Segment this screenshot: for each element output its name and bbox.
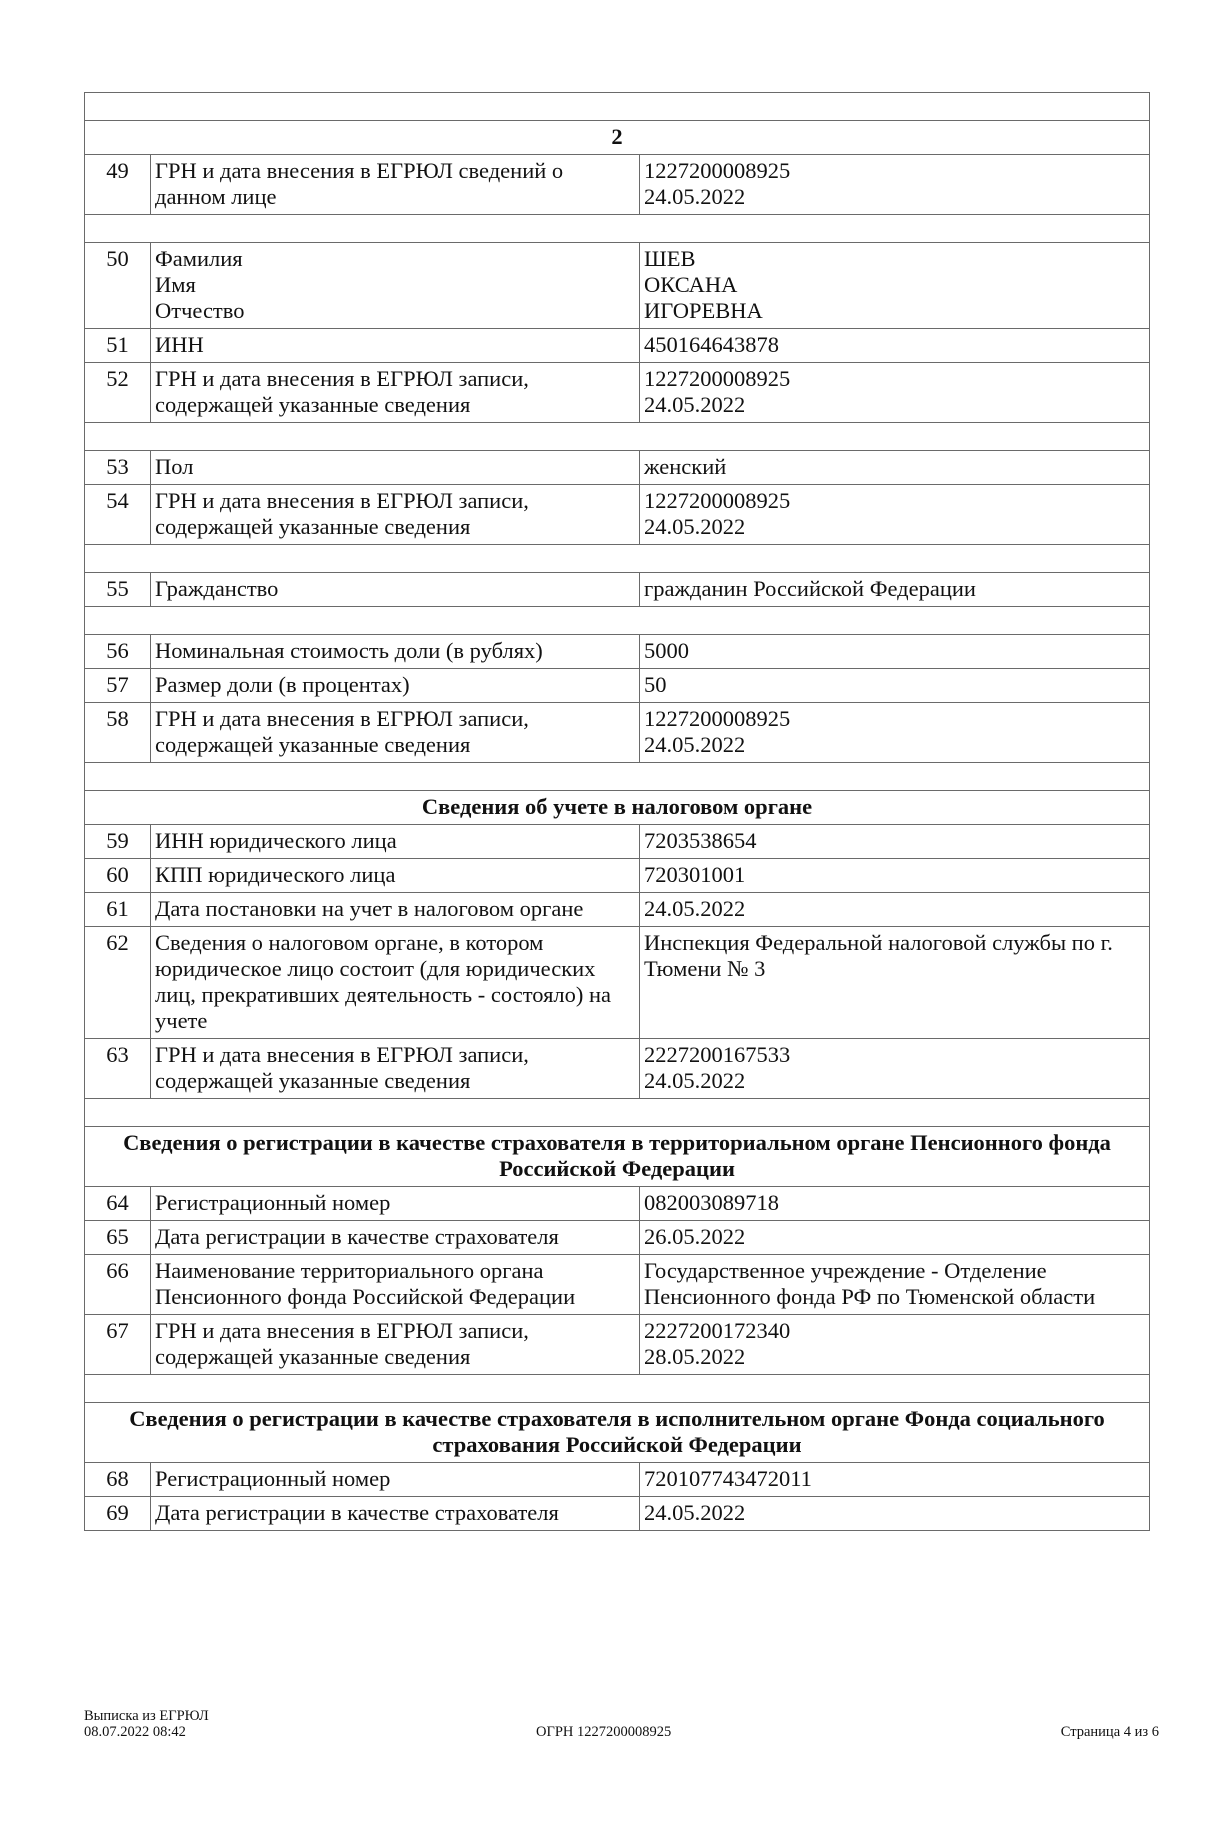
row-number: 54: [85, 485, 151, 545]
surname-label: Фамилия: [155, 246, 243, 271]
row-value: [640, 243, 1150, 329]
table-row: [85, 1187, 1150, 1221]
name-label: Имя: [155, 272, 196, 297]
row-value: 720107743472011: [640, 1463, 1150, 1497]
row-number: 65: [85, 1221, 151, 1255]
row-value: 5000: [640, 635, 1150, 669]
table-row: [85, 927, 1150, 1039]
row-number: 64: [85, 1187, 151, 1221]
surname-value: ШЕВ: [644, 246, 696, 271]
table-row: [85, 1221, 1150, 1255]
row-label: ГРН и дата внесения в ЕГРЮЛ записи, содержащей указанные сведения: [151, 1039, 640, 1099]
row-number: 49: [85, 155, 151, 215]
table-row: [85, 703, 1150, 763]
row-label: Регистрационный номер: [151, 1463, 640, 1497]
row-label: Сведения о налоговом органе, в котором юридическое лицо состоит (для юридических лиц, прекративших деятельность - состояло) на учете: [151, 927, 640, 1039]
date-value: 28.05.2022: [644, 1344, 746, 1369]
row-label: Пол: [151, 451, 640, 485]
grn-value: 1227200008925: [644, 488, 791, 513]
row-number: 66: [85, 1255, 151, 1315]
patronymic-label: Отчество: [155, 298, 245, 323]
row-label: Наименование территориального органа Пенсионного фонда Российской Федерации: [151, 1255, 640, 1315]
grn-value: 1227200008925: [644, 366, 791, 391]
footer-ogrn-text: ОГРН 1227200008925: [536, 1724, 672, 1740]
footer-document-info: [84, 1708, 209, 1740]
table-row: [85, 451, 1150, 485]
row-label: ГРН и дата внесения в ЕГРЮЛ записи, содержащей указанные сведения: [151, 1315, 640, 1375]
section-title-pension: Сведения о регистрации в качестве страхователя в территориальном органе Пенсионного фонда Российской Федерации: [85, 1127, 1150, 1187]
row-label: Размер доли (в процентах): [151, 669, 640, 703]
table-row: [85, 1255, 1150, 1315]
row-value: 24.05.2022: [640, 1497, 1150, 1531]
grn-value: 2227200167533: [644, 1042, 791, 1067]
section-header-row: [85, 121, 1150, 155]
row-value: [640, 155, 1150, 215]
table-row: [85, 1497, 1150, 1531]
row-number: 51: [85, 329, 151, 363]
row-number: 56: [85, 635, 151, 669]
section-header-row: [85, 1127, 1150, 1187]
row-number: 50: [85, 243, 151, 329]
grn-value: 1227200008925: [644, 706, 791, 731]
table-spacer-row: [85, 423, 1150, 451]
date-value: 24.05.2022: [644, 732, 746, 757]
table-row: [85, 859, 1150, 893]
footer-page-text: Страница 4 из 6: [1060, 1724, 1159, 1740]
row-value: 450164643878: [640, 329, 1150, 363]
table-spacer-row: [85, 93, 1150, 121]
row-label: ГРН и дата внесения в ЕГРЮЛ записи, содержащей указанные сведения: [151, 363, 640, 423]
row-value: [640, 485, 1150, 545]
row-label: Дата регистрации в качестве страхователя: [151, 1497, 640, 1531]
row-number: 60: [85, 859, 151, 893]
row-label: ГРН и дата внесения в ЕГРЮЛ записи, содержащей указанные сведения: [151, 703, 640, 763]
table-spacer-row: [85, 215, 1150, 243]
row-number: 68: [85, 1463, 151, 1497]
row-value: 720301001: [640, 859, 1150, 893]
footer-ogrn: [536, 1724, 671, 1740]
row-label: ГРН и дата внесения в ЕГРЮЛ сведений о данном лице: [151, 155, 640, 215]
table-row: [85, 1039, 1150, 1099]
row-value: 7203538654: [640, 825, 1150, 859]
row-value: Инспекция Федеральной налоговой службы по г. Тюмени № 3: [640, 927, 1150, 1039]
table-row: [85, 635, 1150, 669]
row-number: 52: [85, 363, 151, 423]
row-label: ИНН юридического лица: [151, 825, 640, 859]
row-value: 24.05.2022: [640, 893, 1150, 927]
table-row: [85, 1315, 1150, 1375]
table-spacer-row: [85, 1099, 1150, 1127]
date-value: 24.05.2022: [644, 514, 746, 539]
footer-page-number: [1061, 1724, 1159, 1740]
date-value: 24.05.2022: [644, 1068, 746, 1093]
row-number: 53: [85, 451, 151, 485]
row-value: [640, 703, 1150, 763]
row-value: 082003089718: [640, 1187, 1150, 1221]
row-value: женский: [640, 451, 1150, 485]
table-row: [85, 893, 1150, 927]
section-header-row: [85, 791, 1150, 825]
row-number: 67: [85, 1315, 151, 1375]
row-label: Дата постановки на учет в налоговом органе: [151, 893, 640, 927]
table-row: [85, 155, 1150, 215]
row-value: [640, 1315, 1150, 1375]
row-number: 63: [85, 1039, 151, 1099]
section-header-row: [85, 1403, 1150, 1463]
row-label: Дата регистрации в качестве страхователя: [151, 1221, 640, 1255]
row-label: Гражданство: [151, 573, 640, 607]
egrul-extract-table: [84, 92, 1150, 1531]
table-row: [85, 485, 1150, 545]
table-spacer-row: [85, 1375, 1150, 1403]
row-label: Регистрационный номер: [151, 1187, 640, 1221]
row-value: Государственное учреждение - Отделение Пенсионного фонда РФ по Тюменской области: [640, 1255, 1150, 1315]
row-value: 26.05.2022: [640, 1221, 1150, 1255]
row-label: ИНН: [151, 329, 640, 363]
row-label: Номинальная стоимость доли (в рублях): [151, 635, 640, 669]
row-number: 61: [85, 893, 151, 927]
table-row: [85, 669, 1150, 703]
patronymic-value: ИГОРЕВНА: [644, 298, 763, 323]
row-value: гражданин Российской Федерации: [640, 573, 1150, 607]
table-spacer-row: [85, 763, 1150, 791]
row-number: 57: [85, 669, 151, 703]
table-row: [85, 243, 1150, 329]
row-label: ГРН и дата внесения в ЕГРЮЛ записи, содержащей указанные сведения: [151, 485, 640, 545]
table-row: [85, 329, 1150, 363]
grn-value: 2227200172340: [644, 1318, 791, 1343]
footer-doc-title: Выписка из ЕГРЮЛ: [84, 1708, 209, 1724]
row-number: 55: [85, 573, 151, 607]
row-number: 59: [85, 825, 151, 859]
section-title-2: 2: [85, 121, 1150, 155]
row-label: КПП юридического лица: [151, 859, 640, 893]
name-value: ОКСАНА: [644, 272, 738, 297]
table-spacer-row: [85, 545, 1150, 573]
table-spacer-row: [85, 607, 1150, 635]
row-number: 58: [85, 703, 151, 763]
grn-value: 1227200008925: [644, 158, 791, 183]
row-value: [640, 1039, 1150, 1099]
date-value: 24.05.2022: [644, 184, 746, 209]
row-value: [640, 363, 1150, 423]
row-value: 50: [640, 669, 1150, 703]
table-row: [85, 825, 1150, 859]
row-number: 69: [85, 1497, 151, 1531]
date-value: 24.05.2022: [644, 392, 746, 417]
section-title-social: Сведения о регистрации в качестве страхователя в исполнительном органе Фонда социального страхования Российской Федерации: [85, 1403, 1150, 1463]
table-row: [85, 573, 1150, 607]
section-title-tax: Сведения об учете в налоговом органе: [85, 791, 1150, 825]
row-label: [151, 243, 640, 329]
row-number: 62: [85, 927, 151, 1039]
table-row: [85, 1463, 1150, 1497]
footer-datetime: 08.07.2022 08:42: [84, 1724, 186, 1740]
table-row: [85, 363, 1150, 423]
